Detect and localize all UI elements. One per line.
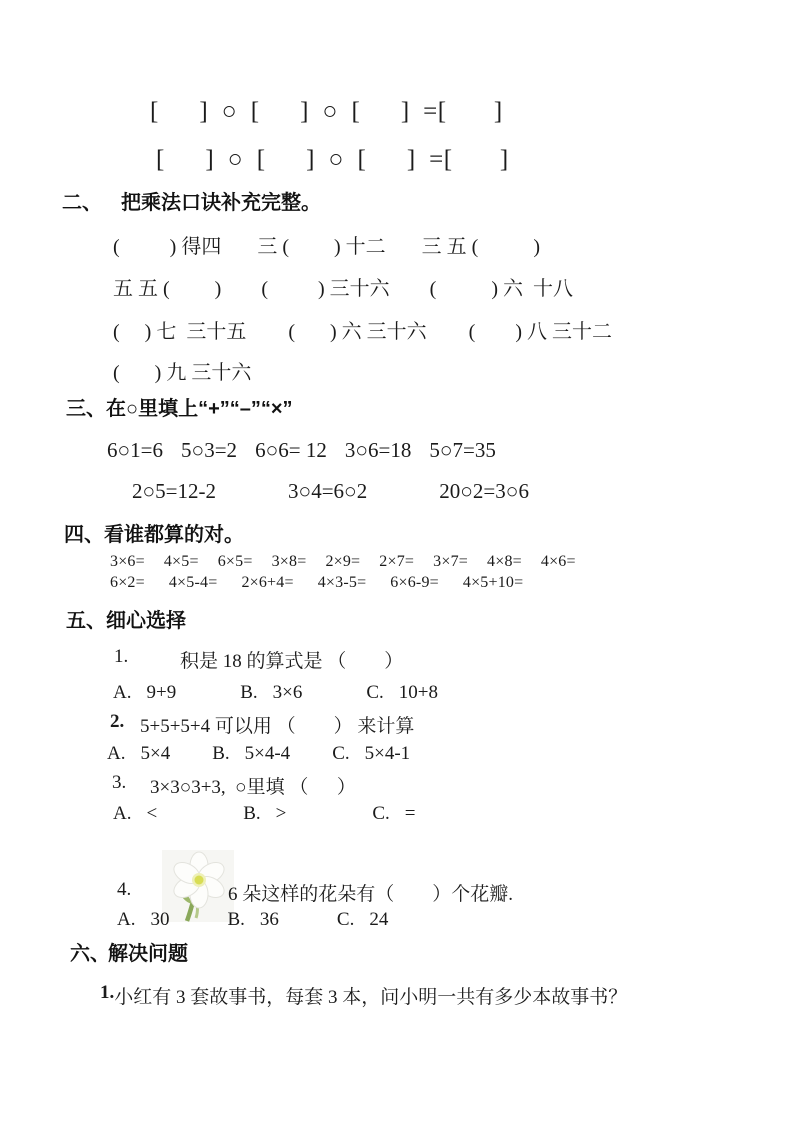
option-c — [332, 743, 410, 765]
word-problem-1 — [100, 982, 627, 1009]
section-three-number: 三、 — [66, 398, 106, 420]
section-five-number: 五、 — [66, 610, 106, 632]
option-b — [212, 743, 290, 765]
question-1-options — [113, 682, 438, 704]
calc-cell: 4×5+10= — [462, 574, 524, 591]
section-two-title: 把乘法口诀补充完整。 — [121, 192, 321, 214]
flower-image — [146, 832, 218, 904]
calc-cell: 4×5-4= — [168, 574, 218, 591]
bracket-expression-row-2: [ ] ○ [ ] ○ [ ] =[ ] — [156, 146, 509, 173]
option-c — [337, 909, 388, 931]
option-c-label: C. — [366, 682, 384, 703]
calc-cell: 4×5= — [163, 553, 199, 570]
option-b — [227, 909, 278, 931]
option-c-label: C. — [332, 743, 350, 764]
option-a-label: A. — [113, 682, 132, 703]
calc-cell: 6×6-9= — [390, 574, 439, 591]
calc-cell: 2×7= — [379, 553, 415, 570]
question-4-number: 4. — [117, 879, 132, 900]
formula-row-1 — [113, 230, 540, 259]
option-b-value: 5×4-4 — [244, 743, 291, 764]
formula-blank-cell: 三 ( ) 十二 — [257, 236, 386, 258]
formula-blank-cell: 三 五 ( ) — [421, 236, 540, 258]
calc-cell: 6×2= — [110, 574, 145, 591]
option-b-label: B. — [212, 743, 230, 764]
formula-row-3 — [113, 315, 612, 344]
question-3-options — [113, 803, 416, 825]
calc-cell: 6×5= — [217, 553, 253, 570]
option-c — [366, 682, 438, 704]
option-b-value: 3×6 — [272, 682, 303, 703]
option-c-value: 24 — [369, 909, 389, 930]
question-2-text: 5+5+5+4 可以用 （ ） 来计算 — [140, 716, 415, 737]
option-a-label: A. — [107, 743, 126, 764]
option-a-value: 9+9 — [146, 682, 177, 703]
formula-blank-cell: 五 五 ( ) — [113, 278, 222, 300]
calc-cell: 4×6= — [540, 553, 576, 570]
operator-fill-row-2 — [132, 479, 529, 504]
calc-cell: 2×6+4= — [241, 574, 294, 591]
equation-cell: 6○1=6 — [107, 438, 164, 462]
option-b — [243, 803, 286, 825]
word-problem-1-number: 1. — [100, 982, 115, 1003]
equation-cell: 6○6= 12 — [255, 438, 327, 462]
calc-cell: 3×7= — [433, 553, 469, 570]
question-1-number: 1. — [114, 646, 129, 667]
option-c-value: 5×4-1 — [364, 743, 411, 764]
section-four-number: 四、 — [64, 524, 104, 546]
option-c-value: 10+8 — [398, 682, 439, 703]
formula-blank-cell: ( ) 九 三十六 — [113, 362, 252, 384]
calculation-row-1 — [110, 553, 576, 571]
calc-cell: 3×6= — [110, 553, 145, 570]
option-a-label: A. — [113, 803, 132, 824]
option-a — [117, 909, 169, 931]
option-a-value: 30 — [150, 909, 170, 930]
option-a — [113, 682, 176, 704]
section-five-title: 细心选择 — [106, 610, 186, 632]
question-4-options — [117, 909, 388, 931]
section-six-title: 解决问题 — [108, 943, 188, 965]
equation-cell: 5○7=35 — [429, 438, 496, 462]
calc-cell: 4×8= — [487, 553, 522, 570]
option-c-label: C. — [372, 803, 390, 824]
option-b-value: 36 — [259, 909, 279, 930]
formula-row-2 — [113, 272, 573, 301]
option-b-value: > — [275, 803, 287, 824]
question-4-text: 6 朵这样的花朵有（ ）个花瓣. — [228, 884, 514, 905]
formula-blank-cell: ( ) 八 三十二 — [468, 321, 612, 343]
question-1-text: 积是 18 的算式是 （ ） — [180, 651, 404, 672]
question-2-options — [107, 743, 410, 765]
option-c-label: C. — [336, 909, 355, 930]
equation-cell: 3○6=18 — [344, 438, 412, 462]
formula-blank-cell: ( ) 得四 — [113, 236, 222, 258]
section-two-number: 二、 — [62, 192, 102, 214]
option-a — [113, 803, 157, 825]
option-b-label: B. — [227, 909, 245, 930]
calc-cell: 2×9= — [325, 553, 361, 570]
section-four-title: 看谁都算的对。 — [104, 524, 244, 546]
word-problem-1-text: 小红有 3 套故事书，每套 3 本，问小明一共有多少本故事书？ — [114, 987, 628, 1008]
equation-cell: 20○2=3○6 — [439, 479, 529, 503]
formula-row-4 — [113, 356, 251, 385]
formula-blank-cell: ( ) 七 三十五 — [113, 321, 247, 343]
calc-cell: 4×3-5= — [317, 574, 367, 591]
calculation-row-2 — [110, 574, 523, 592]
calc-cell: 3×8= — [271, 553, 307, 570]
bracket-expression-row-1: [ ] ○ [ ] ○ [ ] =[ ] — [150, 98, 503, 125]
question-2-number: 2. — [110, 711, 125, 732]
option-b — [240, 682, 302, 704]
operator-fill-row-1 — [107, 438, 496, 463]
formula-blank-cell: ( ) 六 十八 — [429, 278, 573, 300]
section-six-number: 六、 — [70, 943, 110, 965]
option-b-label: B. — [243, 803, 261, 824]
section-three-title: 在○里填上“+”“–”“×” — [106, 398, 293, 420]
option-a-label: A. — [117, 909, 136, 930]
option-a-value: < — [146, 803, 158, 824]
option-a — [107, 743, 170, 765]
equation-cell: 2○5=12-2 — [132, 479, 217, 503]
formula-blank-cell: ( ) 六 三十六 — [288, 321, 427, 343]
question-3-text: 3×3○3+3, ○里填 （ ） — [150, 777, 356, 798]
option-c — [372, 803, 415, 825]
equation-cell: 3○4=6○2 — [288, 479, 368, 503]
option-c-value: = — [404, 803, 416, 824]
equation-cell: 5○3=2 — [181, 438, 238, 462]
formula-blank-cell: ( ) 三十六 — [261, 278, 390, 300]
question-3-number: 3. — [112, 772, 127, 793]
option-b-label: B. — [240, 682, 258, 703]
option-a-value: 5×4 — [140, 743, 171, 764]
